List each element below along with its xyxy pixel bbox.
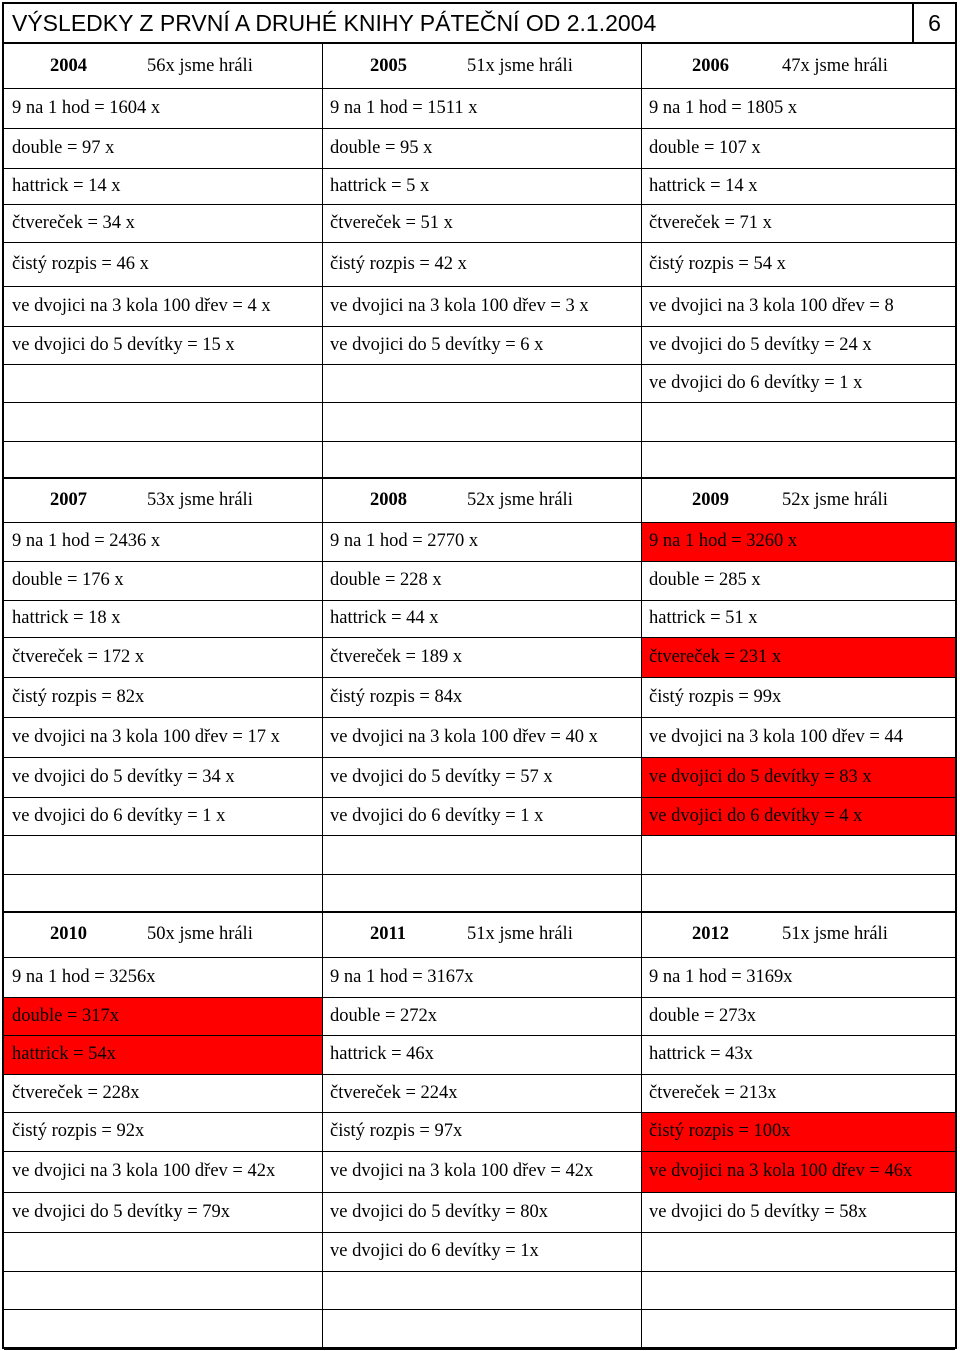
stat-cell: ve dvojici na 3 kola 100 dřev = 4 x: [12, 296, 271, 316]
row-divider: [4, 326, 955, 327]
row-divider: [4, 1348, 955, 1350]
stat-cell: ve dvojici na 3 kola 100 dřev = 3 x: [330, 296, 589, 316]
row-divider: [4, 997, 955, 998]
row-divider: [4, 637, 955, 638]
games-played: 51x jsme hráli: [782, 924, 888, 944]
year-header: [322, 912, 641, 957]
year-label: 2012: [692, 924, 729, 944]
empty-cell: [322, 402, 641, 441]
year-label: 2010: [50, 924, 87, 944]
stat-cell: 9 na 1 hod = 2436 x: [12, 531, 161, 551]
row-divider: [4, 874, 955, 875]
empty-cell: [641, 1271, 955, 1309]
stat-cell: 9 na 1 hod = 3169x: [649, 967, 793, 987]
stat-cell: double = 273x: [649, 1006, 757, 1026]
games-played: 52x jsme hráli: [782, 490, 888, 510]
stat-cell: ve dvojici do 6 devítky = 1 x: [649, 373, 863, 393]
stat-cell: čtvereček = 213x: [649, 1083, 777, 1103]
empty-cell: [322, 1271, 641, 1309]
stat-cell: čtvereček = 228x: [12, 1083, 140, 1103]
year-label: 2005: [370, 56, 407, 76]
games-played: 53x jsme hráli: [147, 490, 253, 510]
year-label: 2006: [692, 56, 729, 76]
row-divider: [4, 242, 955, 243]
stat-cell: ve dvojici do 5 devítky = 15 x: [12, 335, 235, 355]
column-divider: [322, 912, 323, 1349]
stat-cell: hattrick = 14 x: [12, 176, 121, 196]
stat-cell: hattrick = 51 x: [649, 608, 758, 628]
empty-cell: [322, 835, 641, 874]
stat-cell: hattrick = 43x: [649, 1044, 753, 1064]
row-divider: [4, 717, 955, 718]
row-divider: [4, 286, 955, 287]
row-divider: [4, 1074, 955, 1075]
row-divider: [4, 522, 955, 523]
row-divider: [4, 1192, 955, 1193]
row-divider: [4, 835, 955, 836]
year-label: 2007: [50, 490, 87, 510]
year-header: [4, 44, 322, 88]
stat-cell: hattrick = 54x: [4, 1035, 322, 1074]
column-divider: [641, 912, 642, 1349]
row-divider: [4, 1035, 955, 1036]
year-label: 2004: [50, 56, 87, 76]
stat-cell: double = 97 x: [12, 138, 115, 158]
empty-cell: [4, 402, 322, 441]
games-played: 50x jsme hráli: [147, 924, 253, 944]
row-divider: [4, 1309, 955, 1310]
stat-cell: čistý rozpis = 99x: [649, 687, 782, 707]
year-label: 2011: [370, 924, 406, 944]
row-divider: [4, 957, 955, 958]
year-header: [641, 44, 955, 88]
year-label: 2009: [692, 490, 729, 510]
stat-cell: double = 95 x: [330, 138, 433, 158]
empty-cell: [641, 835, 955, 874]
stat-cell: ve dvojici na 3 kola 100 dřev = 8: [649, 296, 894, 316]
stat-cell: hattrick = 14 x: [649, 176, 758, 196]
stat-cell: 9 na 1 hod = 3260 x: [641, 522, 955, 561]
empty-cell: [322, 364, 641, 402]
stat-cell: 9 na 1 hod = 3167x: [330, 967, 474, 987]
games-played: 51x jsme hráli: [467, 56, 573, 76]
stat-cell: ve dvojici na 3 kola 100 dřev = 46x: [641, 1151, 955, 1192]
title-row: [4, 4, 955, 44]
year-header: [4, 478, 322, 522]
stat-cell: hattrick = 18 x: [12, 608, 121, 628]
stat-cell: ve dvojici do 5 devítky = 58x: [649, 1202, 868, 1222]
stat-cell: ve dvojici na 3 kola 100 dřev = 17 x: [12, 727, 280, 747]
stat-cell: čtvereček = 51 x: [330, 213, 453, 233]
row-divider: [4, 128, 955, 129]
empty-cell: [641, 1232, 955, 1271]
stat-cell: čtvereček = 71 x: [649, 213, 772, 233]
stat-cell: čistý rozpis = 100x: [641, 1112, 955, 1151]
empty-cell: [4, 1232, 322, 1271]
empty-cell: [4, 835, 322, 874]
empty-cell: [4, 1271, 322, 1309]
row-divider: [4, 1271, 955, 1272]
stat-cell: ve dvojici do 5 devítky = 57 x: [330, 767, 553, 787]
stat-cell: 9 na 1 hod = 3256x: [12, 967, 156, 987]
games-played: 51x jsme hráli: [467, 924, 573, 944]
row-divider: [4, 88, 955, 89]
stat-cell: ve dvojici do 5 devítky = 83 x: [641, 757, 955, 797]
row-divider: [4, 364, 955, 365]
stat-cell: čistý rozpis = 42 x: [330, 254, 467, 274]
stat-cell: 9 na 1 hod = 1805 x: [649, 98, 798, 118]
stat-cell: čistý rozpis = 46 x: [12, 254, 149, 274]
stat-cell: ve dvojici do 6 devítky = 4 x: [641, 797, 955, 835]
year-header: [641, 478, 955, 522]
year-header: [322, 478, 641, 522]
games-played: 47x jsme hráli: [782, 56, 888, 76]
stat-cell: ve dvojici na 3 kola 100 dřev = 44: [649, 727, 903, 747]
row-divider: [4, 402, 955, 403]
stat-cell: ve dvojici do 6 devítky = 1 x: [12, 806, 226, 826]
page-title: VÝSLEDKY Z PRVNÍ A DRUHÉ KNIHY PÁTEČNÍ OD 2.1.2004: [12, 10, 657, 36]
stat-cell: double = 285 x: [649, 570, 761, 590]
stat-cell: ve dvojici do 5 devítky = 80x: [330, 1202, 549, 1222]
year-header: [4, 912, 322, 957]
row-divider: [4, 1151, 955, 1152]
stat-cell: hattrick = 46x: [330, 1044, 434, 1064]
stat-cell: 9 na 1 hod = 1604 x: [12, 98, 161, 118]
stat-cell: čtvereček = 189 x: [330, 647, 463, 667]
row-divider: [4, 561, 955, 562]
stat-cell: ve dvojici na 3 kola 100 dřev = 42x: [12, 1161, 276, 1181]
column-divider: [641, 478, 642, 912]
row-divider: [4, 204, 955, 205]
stat-cell: ve dvojici do 5 devítky = 6 x: [330, 335, 544, 355]
column-divider: [322, 44, 323, 478]
stat-cell: čtvereček = 224x: [330, 1083, 458, 1103]
empty-cell: [641, 402, 955, 441]
stat-cell: ve dvojici do 5 devítky = 34 x: [12, 767, 235, 787]
year-label: 2008: [370, 490, 407, 510]
row-divider: [4, 600, 955, 601]
stat-cell: čistý rozpis = 92x: [12, 1121, 145, 1141]
row-divider: [4, 797, 955, 798]
row-divider: [4, 757, 955, 758]
stat-cell: čistý rozpis = 97x: [330, 1121, 463, 1141]
stat-cell: ve dvojici na 3 kola 100 dřev = 40 x: [330, 727, 598, 747]
column-divider: [641, 44, 642, 478]
stat-cell: hattrick = 5 x: [330, 176, 430, 196]
stat-cell: 9 na 1 hod = 1511 x: [330, 98, 478, 118]
games-played: 56x jsme hráli: [147, 56, 253, 76]
row-divider: [4, 1112, 955, 1113]
row-divider: [4, 168, 955, 169]
stat-cell: čistý rozpis = 82x: [12, 687, 145, 707]
stat-cell: ve dvojici do 6 devítky = 1x: [330, 1241, 539, 1261]
year-header: [641, 912, 955, 957]
stat-cell: čtvereček = 34 x: [12, 213, 135, 233]
stat-cell: čtvereček = 231 x: [641, 637, 955, 677]
stat-cell: double = 272x: [330, 1006, 438, 1026]
stat-cell: 9 na 1 hod = 2770 x: [330, 531, 479, 551]
games-played: 52x jsme hráli: [467, 490, 573, 510]
stat-cell: čistý rozpis = 84x: [330, 687, 463, 707]
stat-cell: ve dvojici na 3 kola 100 dřev = 42x: [330, 1161, 594, 1181]
stat-cell: ve dvojici do 6 devítky = 1 x: [330, 806, 544, 826]
stat-cell: double = 228 x: [330, 570, 442, 590]
results-sheet: [2, 2, 957, 1349]
row-divider: [4, 1232, 955, 1233]
stat-cell: double = 176 x: [12, 570, 124, 590]
row-divider: [4, 441, 955, 442]
page-number: 6: [912, 4, 955, 42]
stat-cell: ve dvojici do 5 devítky = 79x: [12, 1202, 231, 1222]
column-divider: [322, 478, 323, 912]
empty-cell: [4, 364, 322, 402]
stat-cell: čtvereček = 172 x: [12, 647, 145, 667]
stat-cell: čistý rozpis = 54 x: [649, 254, 786, 274]
stat-cell: double = 107 x: [649, 138, 761, 158]
stat-cell: ve dvojici do 5 devítky = 24 x: [649, 335, 872, 355]
stat-cell: double = 317x: [4, 997, 322, 1035]
stat-cell: hattrick = 44 x: [330, 608, 439, 628]
row-divider: [4, 677, 955, 678]
year-header: [322, 44, 641, 88]
